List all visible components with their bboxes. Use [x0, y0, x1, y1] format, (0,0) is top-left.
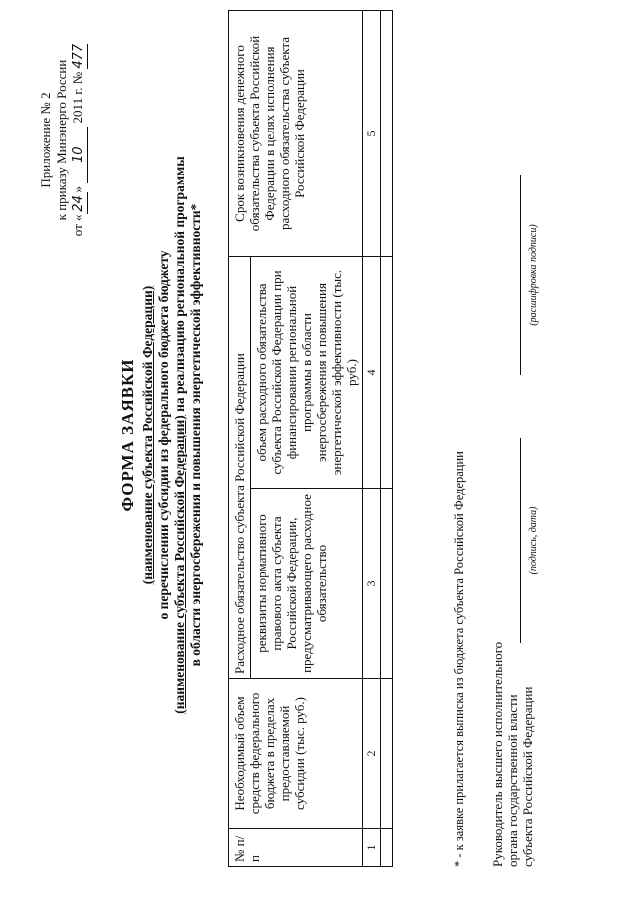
name-line[interactable] — [520, 175, 521, 375]
annex-date-mid: » — [70, 185, 85, 193]
purpose-line2: бюджету — [156, 250, 171, 303]
signature-line[interactable] — [520, 438, 521, 643]
annex-year: 2011 г. № — [70, 71, 85, 124]
purpose-line1: о перечислении субсидии из федерального бюджета — [156, 305, 171, 620]
subject-caption: (наименование субъекта Российской Федерации) — [140, 285, 155, 585]
form-title: ФОРМА ЗАЯВКИ — [118, 358, 137, 512]
column-number: 5 — [363, 11, 381, 257]
subject-caption-2: (наименование субъекта Российской Федерации) — [172, 415, 187, 714]
column-number: 1 — [363, 829, 381, 867]
annex-title: Приложение № 2 — [38, 92, 53, 188]
annex-order-ref: к приказу Минэнерго России — [54, 59, 69, 221]
annex-month: 10 — [71, 146, 86, 163]
signer-line2: органа государственной власти — [505, 694, 520, 867]
header-legal-act: реквизиты нормативного правового акта субъекта Российской Федерации, предусматривающего расходное обязательство — [251, 489, 363, 679]
header-expenditure-obligation: Расходное обязательство субъекта Российской Федерации — [229, 257, 251, 679]
request-table — [228, 10, 393, 867]
annex-number: 477 — [71, 43, 86, 69]
signature-caption: (подпись, дата) — [528, 506, 539, 575]
header-number: № п/п — [229, 829, 363, 867]
empty-cell[interactable] — [381, 11, 393, 257]
empty-cell[interactable] — [381, 489, 393, 679]
annex-day: 24 — [71, 192, 88, 214]
signer-line3: субъекта Российской Федерации — [520, 686, 535, 867]
annex-month-field — [70, 127, 88, 183]
header-obligation-term: Срок возникновения денежного обязательства субъекта Российской Федерации в целях исполнения расходного обязательства субъекта Российской Федерации — [229, 11, 363, 257]
purpose-line-b — [172, 105, 188, 765]
name-caption: (расшифровка подписи) — [528, 224, 539, 326]
purpose-line3: на реализацию региональной программы — [172, 156, 187, 412]
form-title-block — [118, 105, 204, 765]
footnote: * - к заявке прилагается выписка из бюджета субъекта Российской Федерации — [452, 451, 466, 867]
empty-cell[interactable] — [381, 829, 393, 867]
signature-block — [490, 642, 535, 867]
annex-block — [38, 15, 88, 265]
annex-date-line — [70, 15, 88, 265]
empty-cell[interactable] — [381, 257, 393, 489]
purpose-line4: в области энергосбережения и повышения энергетической эффективности* — [188, 203, 203, 667]
column-number: 2 — [363, 679, 381, 829]
column-number: 3 — [363, 489, 381, 679]
header-obligation-volume: объем расходного обязательства субъекта Российской Федерации при финансировании региональной программы в области энергосбережения и повышения энергетической эффективности (тыс. руб.) — [251, 257, 363, 489]
signer-line1: Руководитель высшего исполнительного — [490, 641, 505, 867]
empty-cell[interactable] — [381, 679, 393, 829]
column-numbers-row — [363, 11, 381, 867]
annex-date-prefix: от « — [70, 214, 85, 237]
purpose-line — [156, 105, 172, 765]
header-federal-funds: Необходимый объем средств федерального бюджета в пределах предоставляемой субсидии (тыс. руб.) — [229, 679, 363, 829]
column-number: 4 — [363, 257, 381, 489]
empty-data-row — [381, 11, 393, 867]
